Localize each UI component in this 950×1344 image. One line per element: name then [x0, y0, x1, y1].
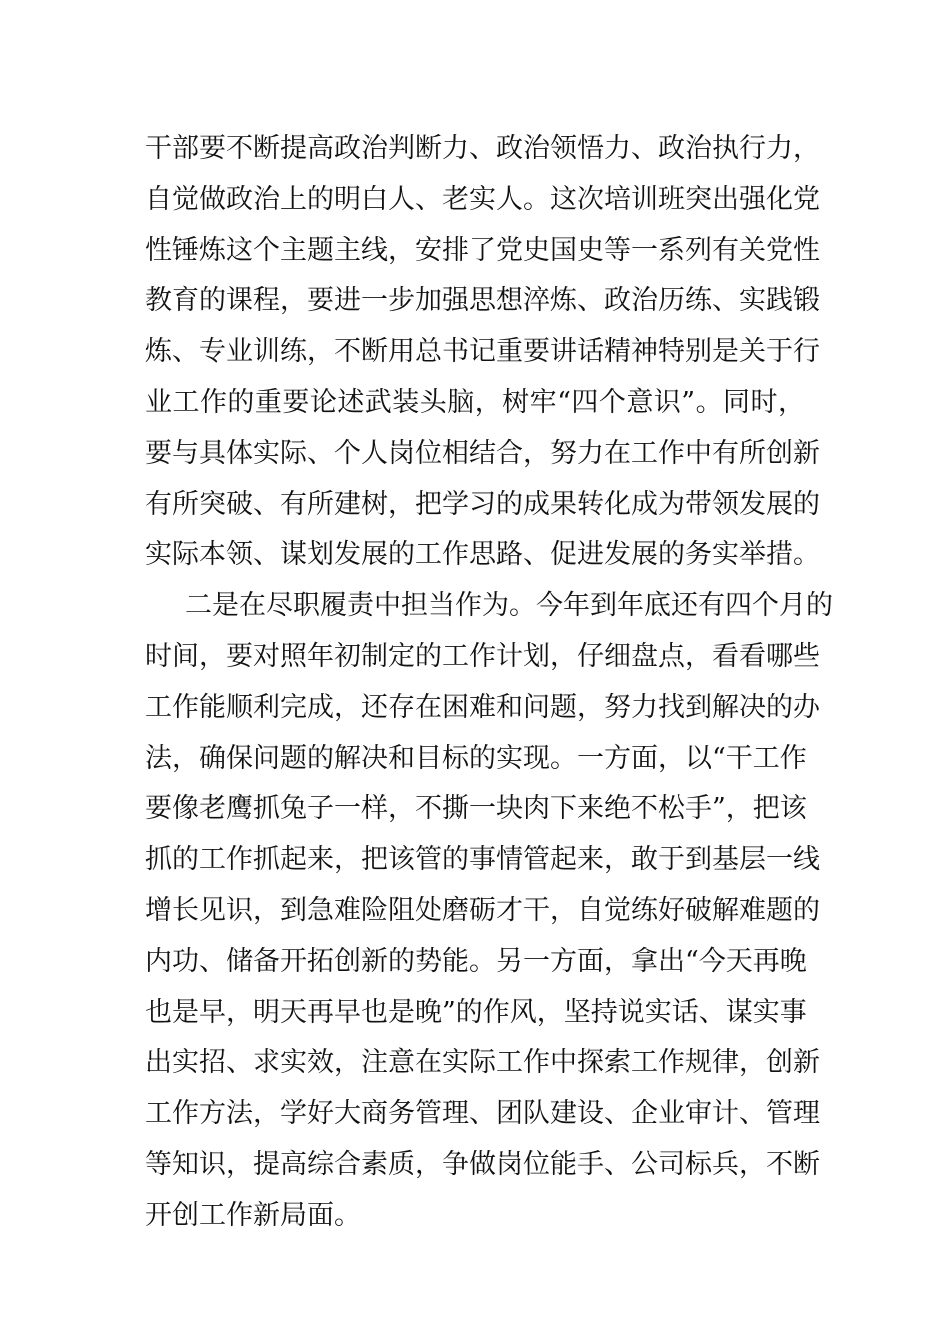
text-line: 业工作的重要论述武装头脑，树牢“四个意识”。同时， [145, 386, 805, 418]
text-line: 性锤炼这个主题主线，安排了党史国史等一系列有关党性 [145, 234, 820, 266]
text-line: 炼、专业训练，不断用总书记重要讲话精神特别是关于行 [145, 336, 820, 368]
text-line: 等知识，提高综合素质，争做岗位能手、公司标兵，不断 [145, 1148, 820, 1180]
text-line: 自觉做政治上的明白人、老实人。这次培训班突出强化党 [145, 183, 820, 215]
text-line: 内功、储备开拓创新的势能。另一方面，拿出“今天再晚 [145, 945, 807, 977]
text-line: 法，确保问题的解决和目标的实现。一方面，以“干工作 [145, 742, 807, 774]
text-line: 教育的课程，要进一步加强思想淬炼、政治历练、实践锻 [145, 285, 820, 317]
text-line: 开创工作新局面。 [145, 1199, 361, 1231]
text-line: 要像老鹰抓兔子一样，不撕一块肉下来绝不松手”，把该 [145, 793, 807, 825]
text-line: 工作能顺利完成，还存在困难和问题，努力找到解决的办 [145, 691, 820, 723]
document-body [145, 124, 833, 1242]
text-line: 有所突破、有所建树，把学习的成果转化成为带领发展的 [145, 488, 820, 520]
text-line: 增长见识，到急难险阻处磨砺才干，自觉练好破解难题的 [145, 894, 820, 926]
text-line: 实际本领、谋划发展的工作思路、促进发展的务实举措。 [145, 539, 820, 571]
paragraph-1 [145, 124, 820, 581]
text-line: 干部要不断提高政治判断力、政治领悟力、政治执行力， [145, 133, 820, 164]
text-line: 工作方法，学好大商务管理、团队建设、企业审计、管理 [145, 1098, 820, 1130]
text-line: 出实招、求实效，注意在实际工作中探索工作规律，创新 [145, 1047, 820, 1079]
text-line: 时间，要对照年初制定的工作计划，仔细盘点，看看哪些 [145, 640, 820, 672]
text-line: 也是早，明天再早也是晚”的作风，坚持说实话、谋实事 [145, 996, 807, 1028]
paragraph-2 [145, 581, 833, 1241]
text-line: 二是在尽职履责中担当作为。今年到年底还有四个月的 [185, 590, 833, 622]
text-line: 要与具体实际、个人岗位相结合，努力在工作中有所创新 [145, 437, 820, 469]
text-line: 抓的工作抓起来，把该管的事情管起来，敢于到基层一线 [145, 844, 820, 876]
